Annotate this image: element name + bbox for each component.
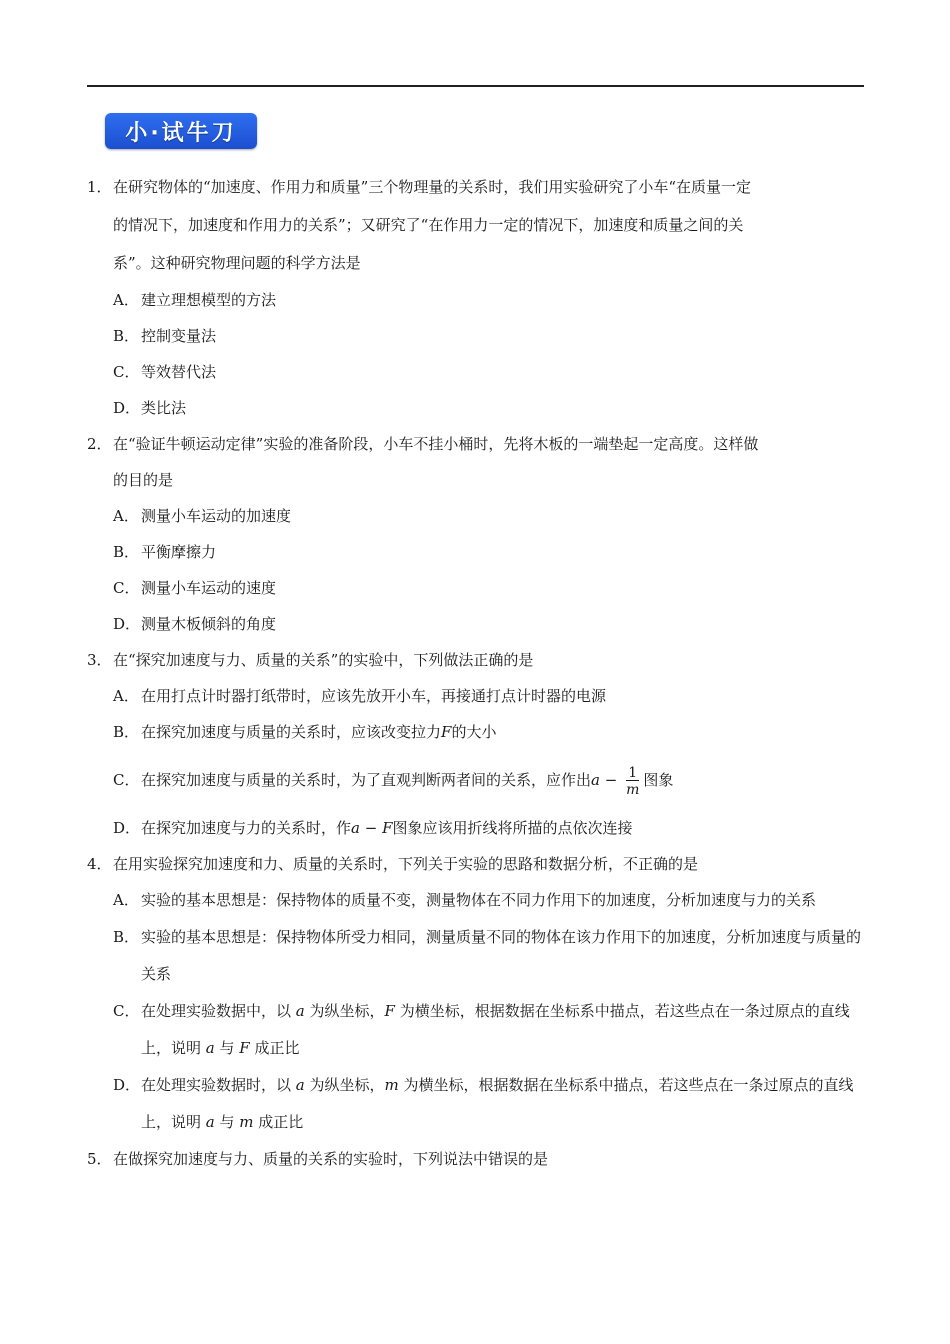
option-a[interactable]: A． 建立理想模型的方法	[113, 291, 277, 309]
question-stem: 在做探究加速度与力、质量的关系的实验时，下列说法中错误的是	[113, 1150, 549, 1168]
badge-title: 小·试牛刀	[125, 120, 237, 146]
question-number: 2．	[87, 435, 112, 453]
question-3	[87, 642, 865, 846]
question-stem: 在用实验探究加速度和力、质量的关系时，下列关于实验的思路和数据分析，不正确的是	[113, 855, 699, 873]
option-c[interactable]: C． 等效替代法	[113, 363, 217, 381]
option-a[interactable]: A． 测量小车运动的加速度	[113, 507, 292, 525]
question-number: 1．	[87, 178, 112, 196]
fraction: $\frac{1}{m}$	[626, 764, 640, 798]
option-a[interactable]: A． 实验的基本思想是：保持物体的质量不变，测量物体在不同力作用下的加速度，分析加速度与力的关系	[113, 891, 817, 909]
question-number: 5．	[87, 1150, 112, 1168]
question-list	[87, 168, 865, 1193]
question-1	[87, 168, 865, 426]
question-2	[87, 426, 865, 642]
option-d[interactable]: D．测量木板倾斜的角度	[113, 615, 277, 633]
option-c[interactable]: C． 在处理实验数据中，以 a 为纵坐标，F 为横坐标，根据数据在坐标系中描点，若这些点在一条过原点的直线上，说明 a 与 F 成正比	[113, 1002, 850, 1057]
option-b[interactable]: B． 平衡摩擦力	[113, 543, 217, 561]
question-number: 4．	[87, 855, 112, 873]
option-a[interactable]: A． 在用打点计时器打纸带时，应该先放开小车，再接通打点计时器的电源	[113, 687, 607, 705]
question-number: 3．	[87, 651, 112, 669]
option-d[interactable]: D．类比法	[113, 399, 187, 417]
option-c[interactable]: C． 测量小车运动的速度	[113, 579, 277, 597]
option-d[interactable]: D．在处理实验数据时，以 a 为纵坐标，m 为横坐标，根据数据在坐标系中描点，若这些点在一条过原点的直线上，说明 a 与 m 成正比	[113, 1076, 854, 1131]
option-b[interactable]: B． 在探究加速度与质量的关系时，应该改变拉力F的大小	[113, 723, 497, 741]
option-c[interactable]: C． 在探究加速度与质量的关系时，为了直观判断两者间的关系，应作出a − $\frac{1}{m}$ 图象	[113, 764, 674, 798]
option-b[interactable]: B． 控制变量法	[113, 327, 217, 345]
question-5	[87, 1141, 865, 1177]
option-b[interactable]: B． 实验的基本思想是：保持物体所受力相同，测量质量不同的物体在该力作用下的加速度，分析加速度与质量的关系	[113, 928, 862, 983]
top-rule	[87, 85, 864, 87]
question-stem: 在“探究加速度与力、质量的关系”的实验中，下列做法正确的是	[113, 651, 534, 669]
question-stem: 在“验证牛顿运动定律”实验的准备阶段，小车不挂小桶时，先将木板的一端垫起一定高度。这样做 的目的是	[113, 435, 759, 489]
question-stem: 在研究物体的“加速度、作用力和质量”三个物理量的关系时，我们用实验研究了小车“在质量一定 的情况下，加速度和作用力的关系”；又研究了“在作用力一定的情况下，加速度和质量之间的关 系”。这种研究物理问题的科学方法是	[113, 178, 752, 272]
option-d[interactable]: D．在探究加速度与力的关系时，作a − F图象应该用折线将所描的点依次连接	[113, 819, 633, 837]
section-badge	[105, 113, 257, 149]
question-4	[87, 846, 865, 1141]
